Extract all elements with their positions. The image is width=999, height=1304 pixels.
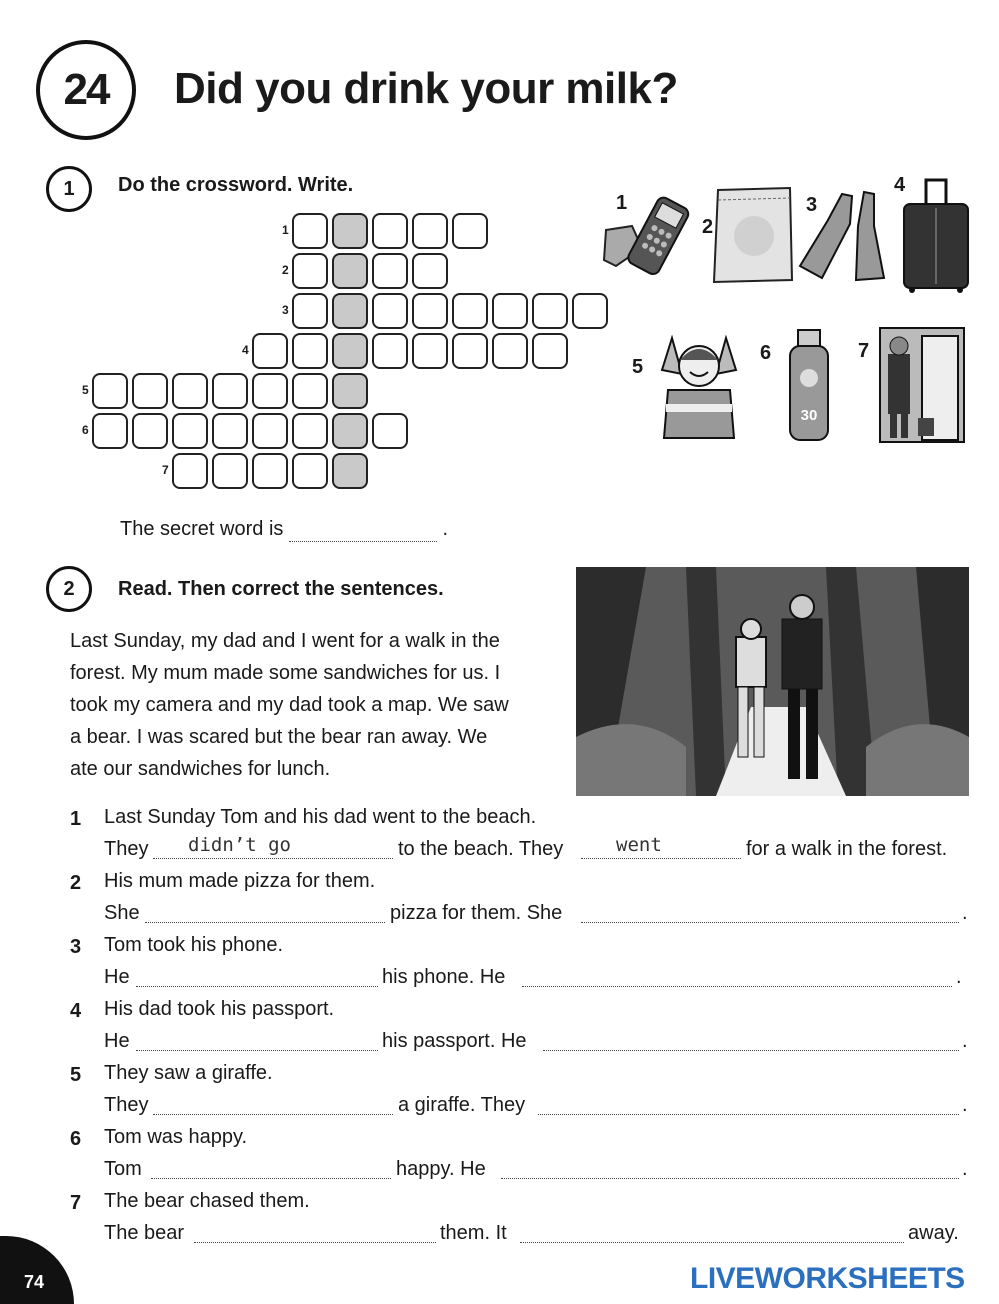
crossword-cell[interactable] (172, 413, 208, 449)
item-number: 5 (70, 1064, 82, 1086)
crossword-row-number: 1 (282, 223, 289, 237)
crossword-row-number: 5 (82, 383, 89, 397)
item-start: They (104, 838, 149, 860)
page-number: 74 (24, 1272, 45, 1292)
crossword-cell[interactable] (292, 373, 328, 409)
crossword-cell[interactable] (492, 333, 528, 369)
exercise-1-badge: 1 (46, 166, 92, 212)
story-line: forest. My mum made some sandwiches for us. I (70, 662, 501, 684)
item-number: 1 (70, 808, 82, 830)
answer-input-5a[interactable] (153, 1096, 393, 1115)
exercise-1-instruction: Do the crossword. Write. (118, 174, 354, 196)
item-end: . (962, 1094, 968, 1116)
crossword-row-number: 4 (242, 343, 249, 357)
picture-number: 4 (894, 174, 906, 196)
mobile-phone-icon (602, 190, 690, 282)
bag-icon (710, 184, 796, 284)
crossword-cell[interactable] (252, 333, 288, 369)
item-middle: to the beach. They (398, 838, 564, 860)
story-line: Last Sunday, my dad and I went for a walk in the (70, 630, 500, 652)
answer-value: didn’t go (188, 834, 291, 856)
page-number-tab (0, 1236, 74, 1304)
picture-number: 1 (616, 192, 628, 214)
item-end: . (956, 966, 962, 988)
item-end: . (962, 1158, 968, 1180)
unit-number-badge: 24 (36, 40, 136, 140)
crossword-cell[interactable] (132, 413, 168, 449)
item-sentence: Tom was happy. (104, 1126, 248, 1148)
forest-walk-illustration (576, 567, 969, 796)
crossword-cell[interactable] (532, 333, 568, 369)
item-start: Tom (104, 1158, 142, 1180)
secret-word-input[interactable] (289, 518, 437, 542)
item-middle: his phone. He (382, 966, 506, 988)
story-text (70, 625, 570, 785)
answer-value: went (616, 834, 662, 856)
story-line: took my camera and my dad took a map. We saw (70, 694, 509, 716)
item-start: She (104, 902, 140, 924)
secret-word-line: The secret word is . (120, 518, 449, 540)
crossword-cell[interactable] (252, 453, 288, 489)
suitcase-icon (898, 178, 974, 294)
crossword-cell[interactable] (292, 213, 328, 249)
crossword-key-cell[interactable] (332, 413, 368, 449)
crossword-cell[interactable] (452, 333, 488, 369)
item-sentence: His dad took his passport. (104, 998, 335, 1020)
item-number: 2 (70, 872, 82, 894)
item-sentence: Tom took his phone. (104, 934, 283, 956)
item-number: 4 (70, 1000, 82, 1022)
item-start: He (104, 1030, 130, 1052)
crossword-cell[interactable] (212, 453, 248, 489)
item-start: He (104, 966, 130, 988)
item-end: for a walk in the forest. (746, 838, 948, 860)
crossword-cell[interactable] (372, 413, 408, 449)
item-number: 6 (70, 1128, 82, 1150)
answer-input-2b[interactable] (581, 904, 959, 923)
page-title: Did you drink your milk? (174, 64, 678, 113)
item-start: They (104, 1094, 149, 1116)
answer-input-6b[interactable] (501, 1160, 959, 1179)
crossword-cell[interactable] (292, 293, 328, 329)
item-end: away. (908, 1222, 959, 1244)
answer-input-5b[interactable] (538, 1096, 959, 1115)
crossword-cell[interactable] (172, 453, 208, 489)
crossword-cell[interactable] (252, 373, 288, 409)
story-line: ate our sandwiches for lunch. (70, 758, 331, 780)
crossword-cell[interactable] (372, 253, 408, 289)
crossword-cell[interactable] (412, 293, 448, 329)
crossword-key-cell[interactable] (332, 453, 368, 489)
crossword-key-cell[interactable] (332, 333, 368, 369)
item-sentence: The bear chased them. (104, 1190, 310, 1212)
answer-input-4b[interactable] (543, 1032, 959, 1051)
crossword-cell[interactable] (212, 413, 248, 449)
item-sentence: His mum made pizza for them. (104, 870, 376, 892)
crossword-cell[interactable] (412, 213, 448, 249)
crossword-cell[interactable] (452, 293, 488, 329)
answer-input-7a[interactable] (194, 1224, 436, 1243)
crossword-row-number: 3 (282, 303, 289, 317)
crossword-cell[interactable] (92, 413, 128, 449)
crossword-key-cell[interactable] (332, 293, 368, 329)
crossword-cell[interactable] (292, 333, 328, 369)
answer-input-3a[interactable] (136, 968, 378, 987)
picture-number: 2 (702, 216, 714, 238)
man-at-door-icon (878, 326, 966, 444)
crossword-cell[interactable] (292, 453, 328, 489)
item-sentence: Last Sunday Tom and his dad went to the beach. (104, 806, 537, 828)
exercise-2-badge: 2 (46, 566, 92, 612)
picture-number: 6 (760, 342, 772, 364)
item-end: . (962, 902, 968, 924)
answer-input-6a[interactable] (151, 1160, 391, 1179)
happy-boy-icon (652, 330, 746, 440)
item-middle: pizza for them. She (390, 902, 563, 924)
liveworksheets-logo: LIVEWORKSHEETS (690, 1262, 965, 1295)
item-middle: a giraffe. They (398, 1094, 526, 1116)
crossword-cell[interactable] (532, 293, 568, 329)
crossword-key-cell[interactable] (332, 373, 368, 409)
crossword-cell[interactable] (292, 253, 328, 289)
exercise-2-instruction: Read. Then correct the sentences. (118, 578, 444, 600)
crossword-cell[interactable] (372, 333, 408, 369)
flippers-icon (798, 186, 888, 282)
answer-input-3b[interactable] (522, 968, 952, 987)
item-middle: them. It (440, 1222, 507, 1244)
answer-input-7b[interactable] (520, 1224, 904, 1243)
crossword-cell[interactable] (172, 373, 208, 409)
item-end: . (962, 1030, 968, 1052)
crossword-row-number: 6 (82, 423, 89, 437)
crossword-cell[interactable] (92, 373, 128, 409)
crossword-cell[interactable] (372, 293, 408, 329)
item-sentence: They saw a giraffe. (104, 1062, 273, 1084)
crossword-cell[interactable] (252, 413, 288, 449)
crossword-cell[interactable] (452, 213, 488, 249)
picture-number: 7 (858, 340, 870, 362)
crossword-row-number: 7 (162, 463, 169, 477)
picture-number: 5 (632, 356, 644, 378)
picture-number: 3 (806, 194, 818, 216)
story-line: a bear. I was scared but the bear ran away. We (70, 726, 488, 748)
answer-input-2a[interactable] (145, 904, 385, 923)
item-middle: his passport. He (382, 1030, 527, 1052)
crossword-cell[interactable] (292, 413, 328, 449)
crossword-cell[interactable] (132, 373, 168, 409)
item-number: 7 (70, 1192, 82, 1214)
item-number: 3 (70, 936, 82, 958)
crossword-cell[interactable] (372, 213, 408, 249)
crossword-cell[interactable] (412, 333, 448, 369)
crossword-cell[interactable] (212, 373, 248, 409)
answer-input-4a[interactable] (136, 1032, 378, 1051)
crossword-row-number: 2 (282, 263, 289, 277)
crossword-cell[interactable] (572, 293, 608, 329)
item-start: The bear (104, 1222, 185, 1244)
item-middle: happy. He (396, 1158, 486, 1180)
crossword-cell[interactable] (492, 293, 528, 329)
sun-cream-icon (786, 328, 832, 444)
crossword-key-cell[interactable] (332, 253, 368, 289)
crossword-key-cell[interactable] (332, 213, 368, 249)
crossword-cell[interactable] (412, 253, 448, 289)
sun-cream-label: 30 (800, 407, 818, 424)
